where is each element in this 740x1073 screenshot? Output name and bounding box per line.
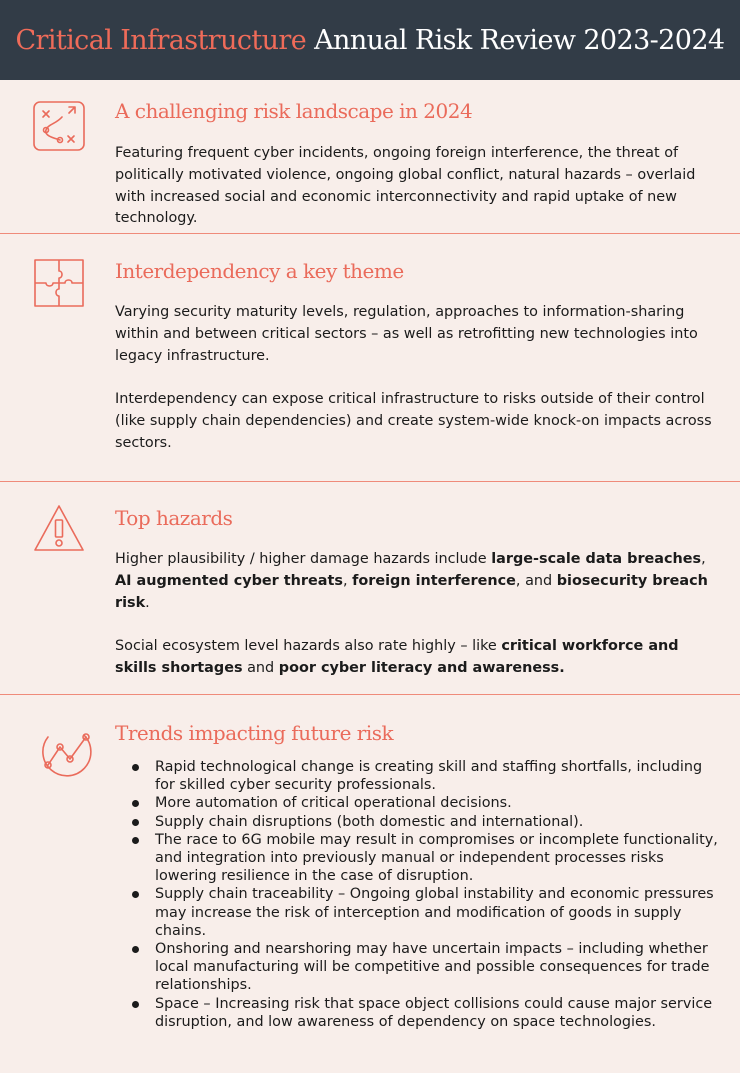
trends-list: [115, 758, 718, 1031]
header-title-accent: Critical Infrastructure: [15, 24, 307, 56]
section-heading: Interdependency a key theme: [115, 259, 404, 283]
section-heading: Top hazards: [115, 506, 233, 530]
list-item: Supply chain disruptions (both domestic and international).: [115, 813, 718, 831]
list-item: Space – Increasing risk that space object collisions could cause major service disruption, and low awareness of dependency on space technologies.: [115, 995, 718, 1031]
risk-map-icon: [32, 100, 86, 154]
section-future-trends: [0, 695, 740, 1031]
header-title: Annual Risk Review 2023-2024: [314, 24, 725, 56]
hazards-paragraph-1: Higher plausibility / higher damage hazards include large-scale data breaches, AI augmented cyber threats, foreign interference, and biosecurity breach risk.: [115, 551, 708, 611]
section-paragraph: Varying security maturity levels, regulation, approaches to information-sharing within and between critical sectors – as well as retrofitting new technologies into legacy infrastructure.: [115, 304, 698, 364]
list-item: Supply chain traceability – Ongoing global instability and economic pressures may increase the risk of interception and modification of goods in supply chains.: [115, 885, 718, 940]
list-item: Onshoring and nearshoring may have uncertain impacts – including whether local manufacturing will be competitive and possible consequences for trade relationships.: [115, 940, 718, 995]
hazards-paragraph-2: Social ecosystem level hazards also rate highly – like critical workforce and skills shortages and poor cyber literacy and awareness.: [115, 638, 679, 677]
section-heading: Trends impacting future risk: [115, 721, 394, 745]
section-top-hazards: [0, 482, 740, 695]
trend-chart-icon: [40, 725, 94, 779]
section-interdependency: [0, 234, 740, 482]
section-heading: A challenging risk landscape in 2024: [115, 99, 473, 123]
puzzle-icon: [32, 257, 86, 311]
warning-icon: [32, 502, 86, 556]
list-item: The race to 6G mobile may result in compromises or incomplete functionality, and integration into previously manual or independent processes risks lowering resilience in the case of disruption.: [115, 831, 718, 886]
list-item: More automation of critical operational decisions.: [115, 794, 718, 812]
section-risk-landscape: [0, 80, 740, 234]
section-paragraph: Interdependency can expose critical infrastructure to risks outside of their control (like supply chain dependencies) and create system-wide knock-on impacts across sectors.: [115, 391, 712, 451]
page-header: [0, 0, 740, 80]
section-paragraph: Featuring frequent cyber incidents, ongoing foreign interference, the threat of politically motivated violence, ongoing global conflict, natural hazards – overlaid with increased social and economic interconnectivity and rapid uptake of new technology.: [115, 145, 696, 227]
list-item: Rapid technological change is creating skill and staffing shortfalls, including for skilled cyber security professionals.: [115, 758, 718, 794]
